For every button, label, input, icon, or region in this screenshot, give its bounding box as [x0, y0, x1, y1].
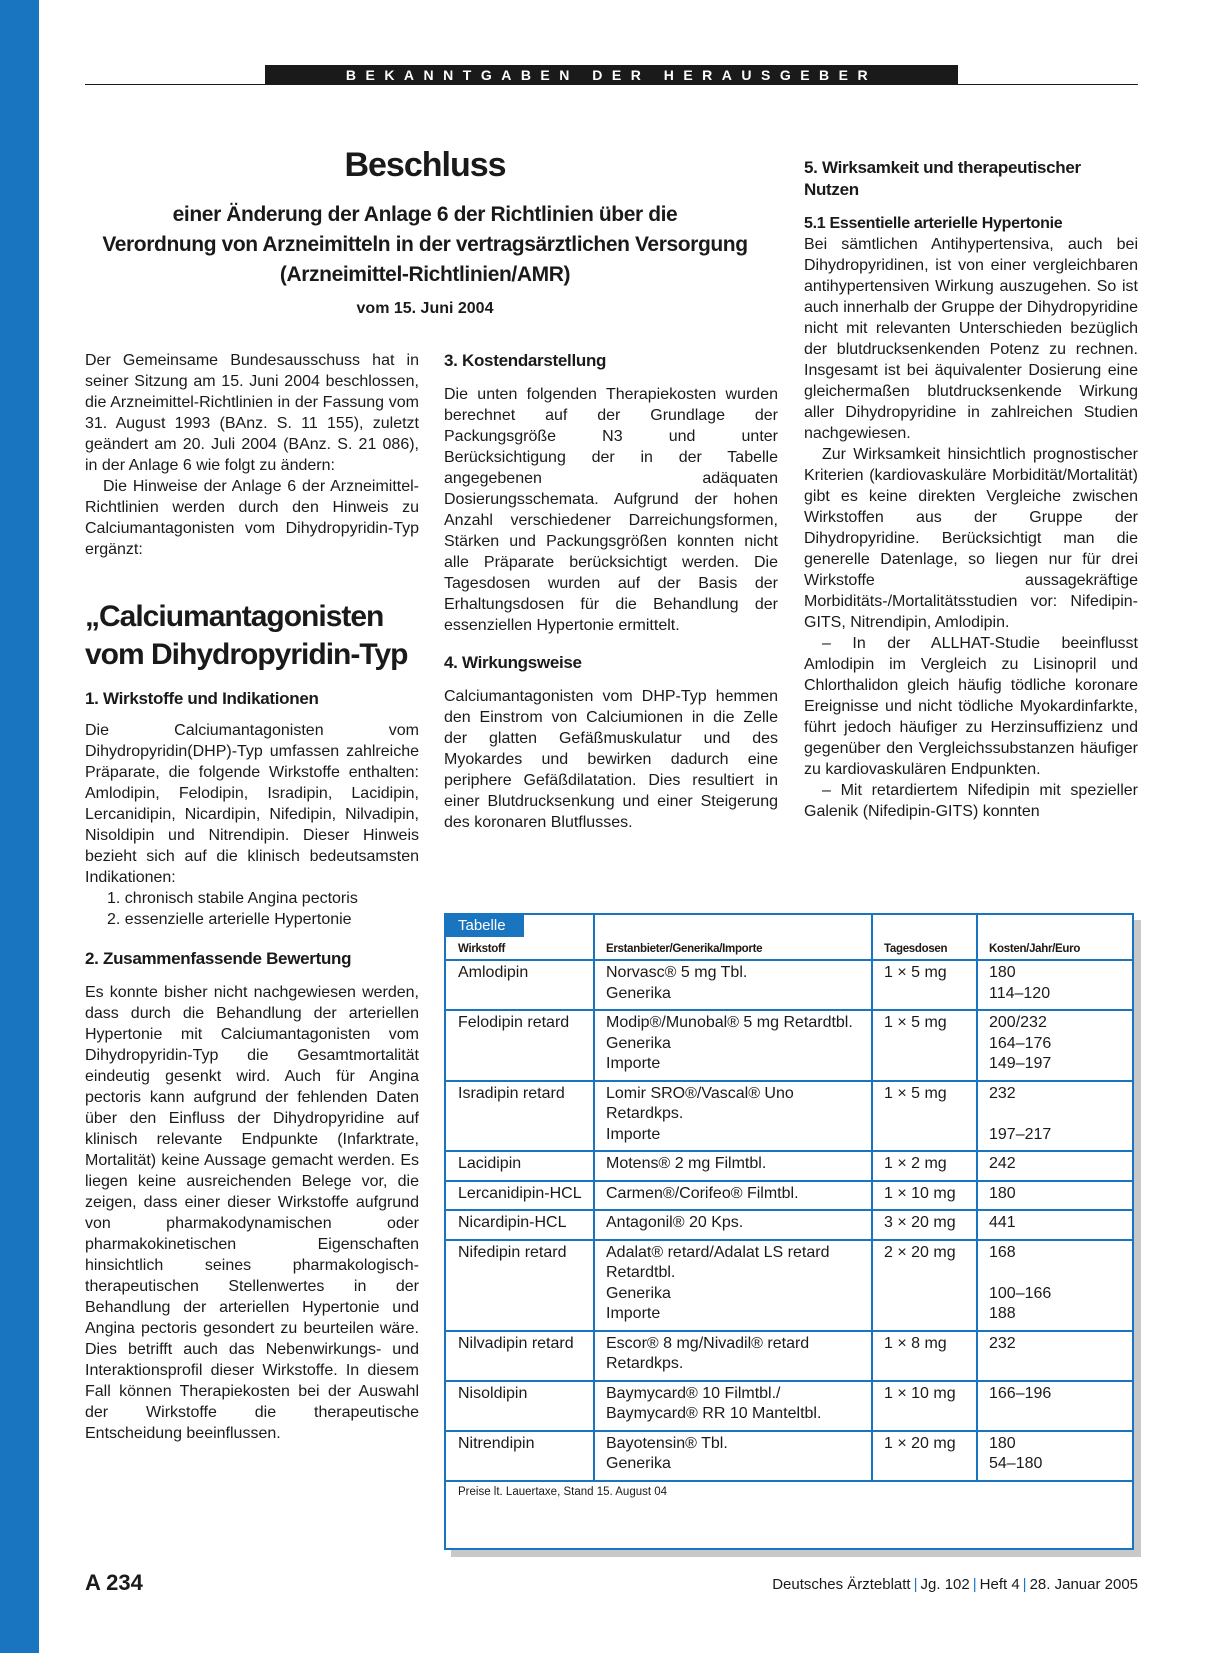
- cell-line: 1 × 5 mg: [884, 1084, 947, 1102]
- table-cell-dosis: [884, 1334, 947, 1355]
- table-cell-dosis: [884, 1084, 947, 1105]
- cell-line: 180: [989, 964, 1016, 981]
- cell-line: [989, 1263, 1051, 1284]
- table-cell-anbieter: [606, 1084, 794, 1146]
- page-title: Beschluss: [344, 146, 506, 184]
- row-divider: [446, 1180, 1132, 1182]
- blue-sidebar-strip: [0, 0, 39, 1653]
- section-heading: [85, 598, 419, 674]
- body-paragraph: Calciumantagonisten vom DHP-Typ hemmen den Einstrom von Calciumionen in die Zelle der glatten Gefäßmuskulatur und des Myokardes und bewirken dadurch eine periphere Gefäßdilatation. Dies resultiert in einer Blutdrucksenkung und einer Steigerung des koronaren Blutflusses.: [444, 688, 778, 831]
- cell-line: 232: [989, 1334, 1016, 1352]
- subtitle-line: (Arzneimittel-Richtlinien/AMR): [279, 263, 571, 286]
- cell-line: Baymycard® 10 Filmtbl./: [606, 1384, 781, 1402]
- cell-line: Nilvadipin retard: [458, 1334, 574, 1352]
- row-divider: [446, 1239, 1132, 1241]
- table-cell-kosten: [989, 1154, 1016, 1175]
- list-item: 2. essenzielle arterielle Hypertonie: [107, 911, 352, 928]
- cell-line: 149–197: [989, 1055, 1052, 1072]
- table-cell-kosten: [989, 1013, 1051, 1075]
- cell-line: 242: [989, 1155, 1016, 1172]
- subtitle-line: Verordnung von Arzneimitteln in der vertragsärztlichen Versorgung: [102, 233, 748, 256]
- row-divider: [446, 1480, 1132, 1482]
- row-divider: [446, 1430, 1132, 1432]
- heading-line: vom Dihydropyridin-Typ: [85, 638, 408, 671]
- subheading: 2. Zusammenfassende Bewertung: [85, 949, 352, 968]
- cell-line: 1 × 20 mg: [884, 1434, 956, 1452]
- cell-line: Generika: [606, 1034, 671, 1052]
- table-cell-wirkstoff: [458, 1213, 566, 1234]
- subheading: 5. Wirksamkeit und therapeutischer Nutzen: [804, 158, 1081, 199]
- cell-line: 54–180: [989, 1455, 1043, 1472]
- cell-line: Importe: [606, 1305, 661, 1322]
- page-subtitle: [85, 200, 765, 290]
- table-cell-kosten: [989, 1184, 1016, 1205]
- cell-line: Nifedipin retard: [458, 1243, 567, 1261]
- cell-line: Modip®/Munobal® 5 mg Retardtbl.: [606, 1014, 853, 1031]
- table-cell-dosis: [884, 1243, 956, 1264]
- table-cell-anbieter: [606, 963, 747, 1004]
- body-paragraph: Die Calciumantagonisten vom Dihydropyridin(DHP)-Typ umfassen zahlreiche Präparate, die folgende Wirkstoffe enthalten: Amlodipin, Felodipin, Isradipin, Lacidipin, Lercanidipin, Nicardipin, Nifedipin, Nilvadipin, Nisoldipin und Nitrendipin. Dieser Hinweis bezieht sich auf die klinisch bedeutsamsten Indikationen:: [85, 722, 419, 886]
- cell-line: Adalat® retard/Adalat LS retard: [606, 1243, 830, 1261]
- body-paragraph: Zur Wirksamkeit hinsichtlich prognostischer Kriterien (kardiovaskuläre Morbidität/Mortalität) gibt es keine direkten Vergleiche zwischen Wirkstoffen aus der Gruppe der Dihydropyridine. Berücksichtigt man die generelle Datenlage, so liegen nur für drei Wirkstoffe aussagekräftige Morbiditäts-/Mortalitätsstudien vor: Nifedipin-GITS, Nitrendipin, Amlodipin.: [804, 446, 1138, 631]
- cell-line: Nicardipin-HCL: [458, 1214, 567, 1231]
- table-cell-kosten: [989, 1434, 1042, 1475]
- table-cell-kosten: [989, 1384, 1051, 1405]
- table-cell-wirkstoff: [458, 1154, 521, 1175]
- subtitle-line: einer Änderung der Anlage 6 der Richtlinien über die: [172, 203, 678, 226]
- table-cell-wirkstoff: [458, 1434, 534, 1455]
- cell-line: 166–196: [989, 1384, 1052, 1402]
- table-cell-wirkstoff: [458, 1384, 527, 1405]
- cell-line: 1 × 2 mg: [884, 1155, 947, 1172]
- row-divider: [446, 1009, 1132, 1011]
- table-cell-anbieter: [606, 1434, 728, 1475]
- table-cell-kosten: [989, 1334, 1016, 1355]
- table-cell-dosis: [884, 1013, 947, 1034]
- cell-line: Antagonil® 20 Kps.: [606, 1214, 744, 1231]
- table-cell-dosis: [884, 1184, 956, 1205]
- journal-footer: [772, 1576, 1138, 1593]
- row-divider: [446, 1080, 1132, 1082]
- resolution-date: vom 15. Juni 2004: [356, 300, 494, 317]
- subheading: 1. Wirkstoffe und Indikationen: [85, 689, 319, 708]
- column-divider: [976, 915, 978, 1480]
- table-cell-wirkstoff: [458, 1184, 582, 1205]
- cell-line: Lacidipin: [458, 1155, 522, 1172]
- cell-line: 164–176: [989, 1034, 1052, 1052]
- journal-name: Deutsches Ärzteblatt: [772, 1576, 911, 1593]
- cell-line: Lomir SRO®/Vascal® Uno: [606, 1084, 794, 1102]
- cell-line: 188: [989, 1305, 1016, 1322]
- body-paragraph: Es konnte bisher nicht nachgewiesen werden, dass durch die Behandlung der arteriellen Hypertonie mit Calciumantagonisten vom Dihydropyridin-Typ die Gesamtmortalität eindeutig gesenkt wird. Auch für Angina pectoris kann aufgrund der fehlenden Daten über den Einfluss der Dihydropyridine auf klinisch relevante Endpunkte (Infarktrate, Mortalität) keine Aussage gemacht werden. Es liegen keine ausreichenden Belege vor, die zeigen, dass einer dieser Wirkstoffe aufgrund von pharmakodynamischen oder pharmakokinetischen Eigenschaften hinsichtlich seines pharmakologisch-therapeutischen Stellenwertes in der Behandlung der arteriellen Hypertonie und Angina pectoris gesondert zu beurteilen wäre. Dies betrifft auch das Nebenwirkungs- und Interaktionsprofil dieser Wirkstoffe. In diesem Fall können Therapiekosten bei der Auswahl der Wirkstoffe die therapeutische Entscheidung beeinflussen.: [85, 984, 419, 1442]
- cell-line: 1 × 5 mg: [884, 964, 947, 981]
- cell-line: 197–217: [989, 1125, 1052, 1143]
- journal-issue: Heft 4: [979, 1576, 1020, 1593]
- cell-line: Generika: [606, 984, 671, 1002]
- indication-list: [85, 888, 419, 930]
- body-paragraph: – Mit retardiertem Nifedipin mit spezieller Galenik (Nifedipin-GITS) konnten: [804, 782, 1138, 820]
- cell-line: 200/232: [989, 1014, 1047, 1031]
- cell-line: Bayotensin® Tbl.: [606, 1434, 728, 1452]
- column-3: [804, 157, 1138, 822]
- table-cell-dosis: [884, 1154, 947, 1175]
- table-cell-anbieter: [606, 1154, 766, 1175]
- table-cell-anbieter: [606, 1184, 799, 1205]
- subheading: 3. Kostendarstellung: [444, 351, 607, 370]
- list-item: 1. chronisch stabile Angina pectoris: [107, 890, 358, 907]
- table-cell-dosis: [884, 1213, 956, 1234]
- cell-line: Importe: [606, 1125, 661, 1143]
- cell-line: Retardkps.: [606, 1355, 684, 1372]
- cell-line: Generika: [606, 1455, 671, 1472]
- cell-line: Generika: [606, 1284, 671, 1302]
- cell-line: 168: [989, 1243, 1016, 1261]
- table-cell-anbieter: [606, 1213, 743, 1234]
- subheading: 4. Wirkungsweise: [444, 653, 582, 672]
- cell-line: Retardtbl.: [606, 1264, 676, 1281]
- cell-line: 2 × 20 mg: [884, 1243, 956, 1261]
- cell-line: 180: [989, 1184, 1016, 1202]
- journal-date: 28. Januar 2005: [1029, 1576, 1138, 1593]
- table-cell-anbieter: [606, 1013, 853, 1075]
- cell-line: Baymycard® RR 10 Manteltbl.: [606, 1405, 822, 1422]
- row-divider: [446, 1150, 1132, 1152]
- cell-line: 1 × 10 mg: [884, 1384, 956, 1402]
- table-cell-anbieter: [606, 1334, 809, 1375]
- journal-volume: Jg. 102: [920, 1576, 970, 1593]
- table-header-tagesdosen: Tagesdosen: [884, 943, 948, 955]
- cell-line: Lercanidipin-HCL: [458, 1184, 582, 1202]
- table-cell-anbieter: [606, 1243, 829, 1325]
- table-cell-kosten: [989, 1243, 1051, 1325]
- row-divider: [446, 1209, 1132, 1211]
- table-cell-kosten: [989, 963, 1050, 1004]
- table-footnote: Preise lt. Lauertaxe, Stand 15. August 04: [458, 1485, 668, 1498]
- separator: |: [913, 1576, 918, 1593]
- cell-line: 180: [989, 1434, 1016, 1452]
- cell-line: 232: [989, 1084, 1016, 1102]
- body-paragraph: – In der ALLHAT-Studie beeinflusst Amlodipin im Vergleich zu Lisinopril und Chlorthalidon gleich häufig tödliche koronare Ereignisse und nicht tödliche Myokardinfarkte, führt jedoch häufiger zu Herzinsuffizienz und gegenüber den Vergleichssubstanzen häufiger zu kardiovaskulären Endpunkten.: [804, 635, 1138, 778]
- body-paragraph: Die unten folgenden Therapiekosten wurden berechnet auf der Grundlage der Packungsgröße N3 und unter Berücksichtigung der in der Tabelle angegebenen adäquaten Dosierungsschemata. Aufgrund der hohen Anzahl verschiedener Darreichungsformen, Stärken und Packungsgrößen konnten nicht alle Präparate berücksichtigt werden. Die Tagesdosen wurden auf der Basis der Erhaltungsdosen für die Behandlung der essenziellen Hypertonie ermittelt.: [444, 386, 778, 634]
- cell-line: Retardkps.: [606, 1105, 684, 1122]
- table-cell-wirkstoff: [458, 1084, 565, 1105]
- separator: |: [1022, 1576, 1027, 1593]
- page-number: A 234: [85, 1570, 143, 1595]
- cell-line: 100–166: [989, 1284, 1052, 1302]
- table-header-anbieter: Erstanbieter/Generika/Importe: [606, 943, 763, 955]
- cell-line: Norvasc® 5 mg Tbl.: [606, 964, 748, 981]
- cell-line: 1 × 10 mg: [884, 1184, 956, 1202]
- column-2: [444, 350, 778, 833]
- separator: |: [972, 1576, 977, 1593]
- cell-line: Importe: [606, 1055, 661, 1072]
- row-divider: [446, 1380, 1132, 1382]
- section-header-band: BEKANNTGABEN DER HERAUSGEBER: [265, 65, 958, 85]
- cell-line: Amlodipin: [458, 964, 529, 981]
- cell-line: 1 × 8 mg: [884, 1334, 947, 1352]
- table-cell-dosis: [884, 1384, 956, 1405]
- body-paragraph: Bei sämtlichen Antihypertensiva, auch bei Dihydropyridinen, ist von einer vergleichbaren antihypertensiven Wirkung auszugehen. So ist auch innerhalb der Gruppe der Dihydropyridine nicht mit relevanten Unterschieden bezüglich der blutdrucksenkenden Potenz zu rechnen. Insgesamt ist bei äquivalenter Dosierung eine gleichermaßen blutdrucksenkende Wirkung aller Dihydropyridine in zahlreichen Studien nachgewiesen.: [804, 236, 1138, 442]
- cell-line: Nitrendipin: [458, 1434, 535, 1452]
- cell-line: Carmen®/Corifeo® Filmtbl.: [606, 1184, 799, 1202]
- cell-line: Motens® 2 mg Filmtbl.: [606, 1155, 767, 1172]
- table-header-kosten: Kosten/Jahr/Euro: [989, 943, 1081, 955]
- table-header-wirkstoff: Wirkstoff: [458, 943, 506, 955]
- cell-line: 1 × 5 mg: [884, 1014, 947, 1031]
- header-rule: [85, 84, 1138, 85]
- row-divider: [446, 1330, 1132, 1332]
- cell-line: Nisoldipin: [458, 1384, 528, 1402]
- intro-paragraph: Die Hinweise der Anlage 6 der Arzneimittel-Richtlinien werden durch den Hinweis zu Calciumantagonisten vom Dihydropyridin-Typ ergänzt:: [85, 478, 419, 558]
- table-cell-wirkstoff: [458, 1334, 574, 1355]
- heading-line: „Calciumantagonisten: [85, 600, 384, 633]
- cost-table: [444, 913, 1134, 1550]
- cell-line: 441: [989, 1214, 1016, 1231]
- subsubheading: 5.1 Essentielle arterielle Hypertonie: [804, 215, 1063, 232]
- intro-paragraph: Der Gemeinsame Bundesausschuss hat in seiner Sitzung am 15. Juni 2004 beschlossen, die Arzneimittel-Richtlinien in der Fassung vom 31. August 1993 (BAnz. S. 11 155), zuletzt geändert am 20. Juli 2004 (BAnz. S. 21 086), in der Anlage 6 wie folgt zu ändern:: [85, 352, 419, 474]
- cell-line: 3 × 20 mg: [884, 1214, 956, 1231]
- table-cell-kosten: [989, 1084, 1051, 1146]
- table-cell-anbieter: [606, 1384, 821, 1425]
- cell-line: 114–120: [989, 984, 1051, 1002]
- column-divider: [871, 915, 873, 1480]
- cell-line: Felodipin retard: [458, 1014, 570, 1031]
- cell-line: Escor® 8 mg/Nivadil® retard: [606, 1334, 810, 1352]
- table-cell-kosten: [989, 1213, 1016, 1234]
- row-divider: [446, 959, 1132, 961]
- column-1: [85, 350, 419, 1444]
- table-cell-dosis: [884, 1434, 956, 1455]
- table-cell-wirkstoff: [458, 1243, 567, 1264]
- table-cell-wirkstoff: [458, 1013, 569, 1034]
- cell-line: Isradipin retard: [458, 1084, 565, 1102]
- table-cell-wirkstoff: [458, 963, 528, 984]
- table-cell-dosis: [884, 963, 947, 984]
- cell-line: [989, 1104, 1051, 1125]
- table-tab-label: Tabelle: [446, 915, 524, 937]
- column-divider: [593, 915, 595, 1480]
